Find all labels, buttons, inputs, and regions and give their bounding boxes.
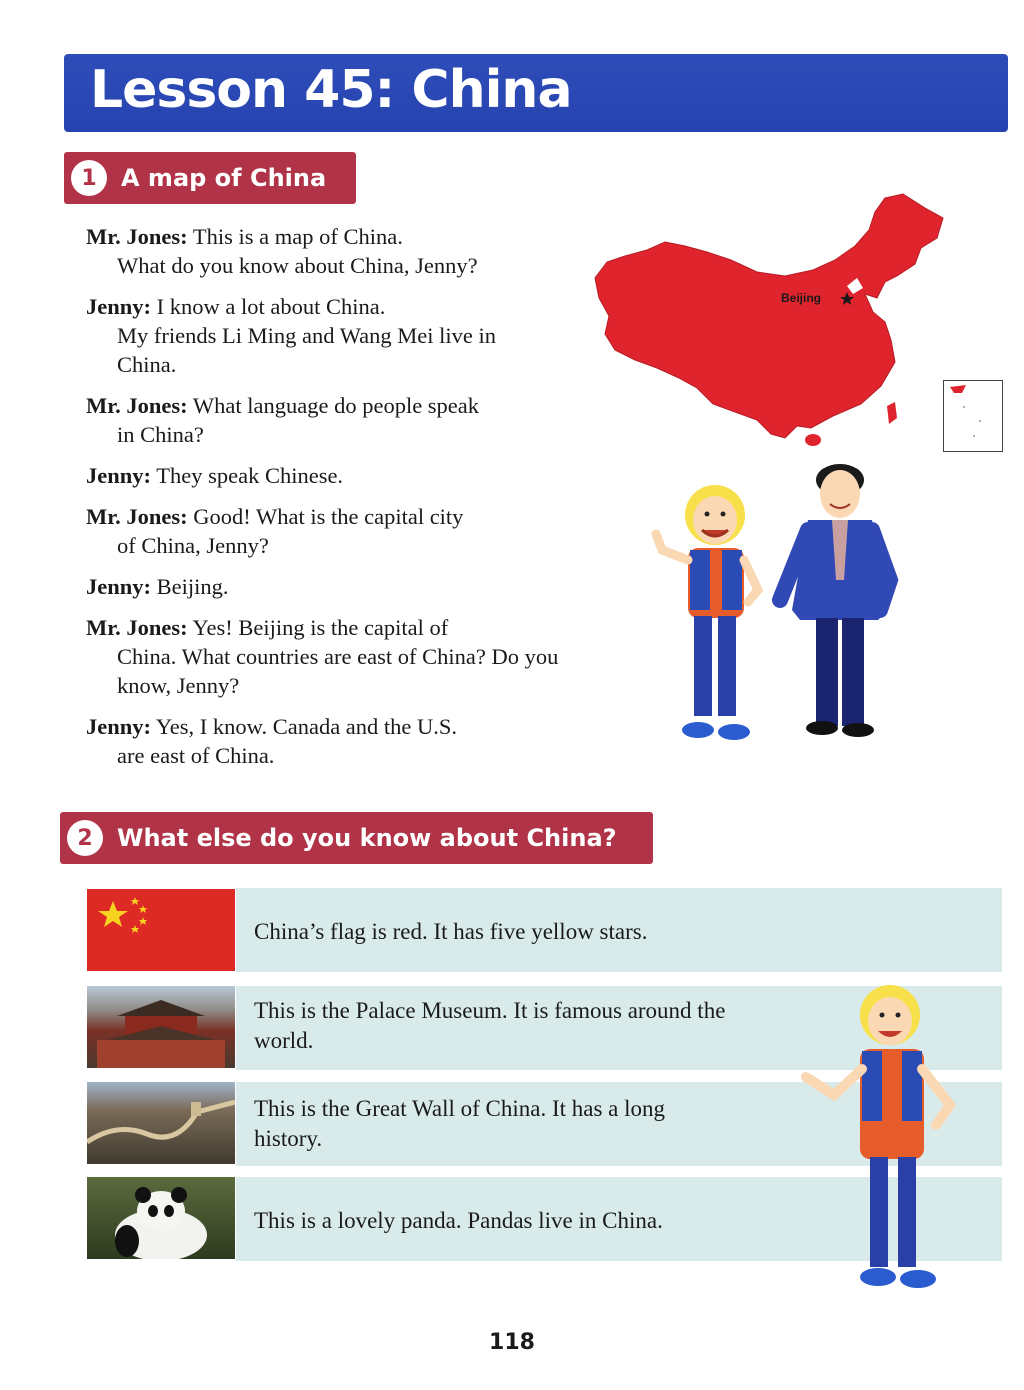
panda-image	[87, 1177, 235, 1259]
page-number: 118	[489, 1330, 535, 1355]
fact-text: This is the Great Wall of China. It has a long history.	[254, 1096, 666, 1151]
page-title: Lesson 45: China	[90, 60, 572, 120]
section-1-header	[64, 152, 356, 204]
line-text: Good! What is the capital city	[193, 504, 464, 529]
line-text: I know a lot about China.	[156, 294, 386, 319]
section-2-header	[60, 812, 653, 864]
speaker: Jenny:	[86, 463, 152, 488]
fact-text: China’s flag is red. It has five yellow stars.	[254, 919, 648, 944]
line-text: What language do people speak	[192, 393, 480, 418]
title-bar	[64, 54, 1008, 132]
dialogue-line	[86, 222, 586, 280]
section-2-title: What else do you know about China?	[117, 824, 617, 852]
speaker: Mr. Jones:	[86, 393, 188, 418]
line-text-continued: in China?	[117, 422, 204, 447]
dialogue-line	[86, 292, 586, 379]
line-text: Yes! Beijing is the capital of	[192, 615, 449, 640]
characters-illustration	[640, 460, 910, 750]
mr-jones-figure	[780, 464, 890, 737]
speaker: Jenny:	[86, 574, 152, 599]
speaker: Mr. Jones:	[86, 615, 188, 640]
dialogue-line	[86, 461, 586, 490]
line-text: They speak Chinese.	[156, 463, 344, 488]
section-1-number: 1	[71, 160, 107, 196]
speaker: Mr. Jones:	[86, 224, 188, 249]
china-flag-image	[87, 889, 235, 971]
beijing-label: Beijing	[781, 291, 822, 305]
china-map	[585, 190, 1005, 460]
line-text-continued: My friends Li Ming and Wang Mei live in China.	[117, 323, 496, 377]
line-text-continued: What do you know about China, Jenny?	[117, 253, 478, 278]
dialogue-line	[86, 391, 586, 449]
line-text: Beijing.	[156, 574, 229, 599]
fact-text: This is the Palace Museum. It is famous around the world.	[254, 998, 726, 1053]
line-text-continued: are east of China.	[117, 743, 275, 768]
dialogue-line	[86, 502, 586, 560]
dialogue-line	[86, 712, 586, 770]
map-inset	[943, 380, 1003, 452]
speaker: Mr. Jones:	[86, 504, 188, 529]
speaker: Jenny:	[86, 714, 152, 739]
fact-text: This is a lovely panda. Pandas live in China.	[254, 1208, 663, 1233]
line-text-continued: of China, Jenny?	[117, 533, 269, 558]
palace-museum-image	[87, 986, 235, 1068]
section-1-title: A map of China	[121, 164, 327, 192]
dialogue-line	[86, 572, 586, 601]
section-2-number: 2	[67, 820, 103, 856]
great-wall-image	[87, 1082, 235, 1164]
line-text: This is a map of China.	[192, 224, 403, 249]
jenny-waving-illustration	[790, 985, 970, 1295]
china-map-shape	[595, 194, 943, 438]
dialogue	[86, 222, 586, 782]
dialogue-line	[86, 613, 586, 700]
line-text-continued: China. What countries are east of China? Do you know, Jenny?	[117, 644, 559, 698]
jenny-figure	[656, 485, 758, 740]
line-text: Yes, I know. Canada and the U.S.	[155, 714, 458, 739]
speaker: Jenny:	[86, 294, 152, 319]
